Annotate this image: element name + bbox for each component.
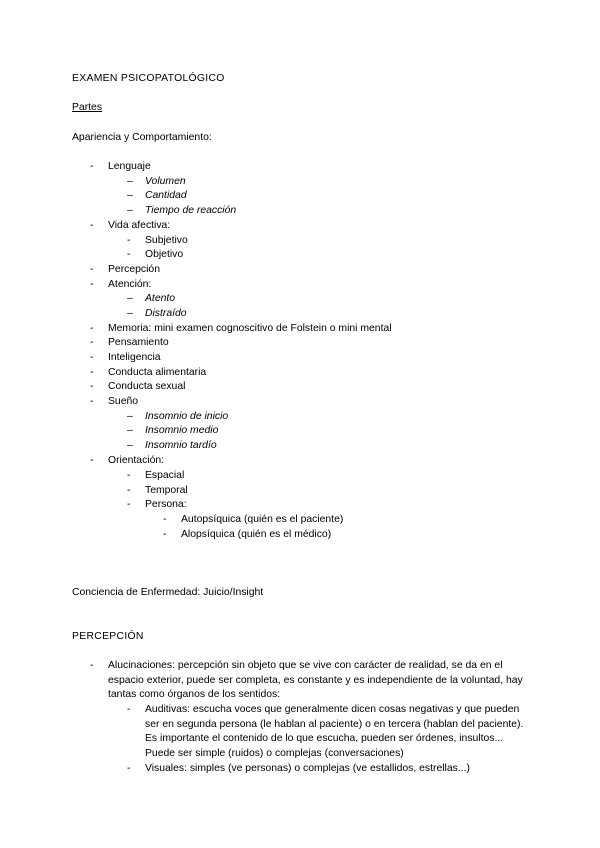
bullet-dash: – bbox=[127, 190, 133, 201]
bullet-dash: - bbox=[90, 220, 94, 231]
bullet-dash: - bbox=[90, 337, 94, 348]
item-autopsiquica: Autopsíquica (quién es el paciente) bbox=[181, 514, 344, 525]
bullet-dash: - bbox=[127, 499, 131, 510]
conciencia-line: Conciencia de Enfermedad: Juicio/Insight bbox=[72, 587, 264, 598]
item-vida-afectiva: Vida afectiva: bbox=[108, 220, 171, 231]
bullet-dash: - bbox=[90, 323, 94, 334]
bullet-dash: - bbox=[127, 470, 131, 481]
item-atencion: Atención: bbox=[108, 279, 152, 290]
percepcion-heading: PERCEPCIÓN bbox=[72, 631, 144, 642]
alucinaciones-paragraph: Alucinaciones: percepción sin objeto que se vive con carácter de realidad, se da en el espacio exterior, puede ser completa, es constante y es independiente de la voluntad, hay tantas como órganos de los sentidos: bbox=[108, 660, 523, 700]
item-memoria: Memoria: mini examen cognoscitivo de Folstein o mini mental bbox=[108, 323, 392, 334]
bullet-dash: - bbox=[127, 763, 131, 774]
item-objetivo: Objetivo bbox=[145, 249, 184, 260]
partes-heading: Partes bbox=[72, 102, 103, 113]
visuales-paragraph: Visuales: simples (ve personas) o complejas (ve estallidos, estrellas...) bbox=[145, 763, 470, 774]
item-distraido: Distraído bbox=[145, 308, 187, 319]
item-orientacion: Orientación: bbox=[108, 455, 165, 466]
item-alopsiquica: Alopsíquica (quién es el médico) bbox=[181, 529, 332, 540]
bullet-dash: - bbox=[127, 485, 131, 496]
document-title: EXAMEN PSICOPATOLÓGICO bbox=[72, 73, 225, 84]
bullet-dash: - bbox=[90, 660, 94, 671]
bullet-dash: - bbox=[90, 279, 94, 290]
item-atento: Atento bbox=[145, 293, 176, 304]
item-insomnio-inicio: Insomnio de inicio bbox=[145, 411, 229, 422]
item-tiempo-reaccion: Tiempo de reacción bbox=[145, 205, 237, 216]
item-cantidad: Cantidad bbox=[145, 190, 187, 201]
bullet-dash: - bbox=[90, 381, 94, 392]
bullet-dash: - bbox=[127, 235, 131, 246]
bullet-dash: – bbox=[127, 440, 133, 451]
item-temporal: Temporal bbox=[145, 485, 188, 496]
bullet-dash: – bbox=[127, 176, 133, 187]
item-espacial: Espacial bbox=[145, 470, 185, 481]
item-persona: Persona: bbox=[145, 499, 187, 510]
item-conducta-sexual: Conducta sexual bbox=[108, 381, 186, 392]
bullet-dash: - bbox=[90, 396, 94, 407]
bullet-dash: - bbox=[163, 529, 167, 540]
item-conducta-alimentaria: Conducta alimentaria bbox=[108, 367, 207, 378]
bullet-dash: - bbox=[163, 514, 167, 525]
bullet-dash: – bbox=[127, 293, 133, 304]
item-lenguaje: Lenguaje bbox=[108, 161, 151, 172]
bullet-dash: – bbox=[127, 425, 133, 436]
item-pensamiento: Pensamiento bbox=[108, 337, 169, 348]
bullet-dash: - bbox=[127, 704, 131, 715]
item-sueno: Sueño bbox=[108, 396, 139, 407]
item-volumen: Volumen bbox=[145, 176, 186, 187]
item-inteligencia: Inteligencia bbox=[108, 352, 161, 363]
item-subjetivo: Subjetivo bbox=[145, 235, 188, 246]
item-insomnio-tardio: Insomnio tardío bbox=[145, 440, 217, 451]
item-percepcion: Percepción bbox=[108, 264, 160, 275]
bullet-dash: - bbox=[90, 161, 94, 172]
bullet-dash: – bbox=[127, 411, 133, 422]
bullet-dash: - bbox=[127, 249, 131, 260]
bullet-dash: - bbox=[90, 264, 94, 275]
bullet-dash: – bbox=[127, 308, 133, 319]
bullet-dash: - bbox=[90, 367, 94, 378]
item-insomnio-medio: Insomnio medio bbox=[145, 425, 219, 436]
apariencia-heading: Apariencia y Comportamiento: bbox=[72, 132, 212, 143]
bullet-dash: – bbox=[127, 205, 133, 216]
auditivas-paragraph: Auditivas: escucha voces que generalmente dicen cosas negativas y que pueden ser en segunda persona (le hablan al paciente) o en tercera (hablan del paciente). Es importante el contenido de lo que escucha, pueden ser órdenes, insultos... Puede ser simple (ruidos) o complejas (conversaciones) bbox=[145, 704, 524, 759]
bullet-dash: - bbox=[90, 352, 94, 363]
bullet-dash: - bbox=[90, 455, 94, 466]
